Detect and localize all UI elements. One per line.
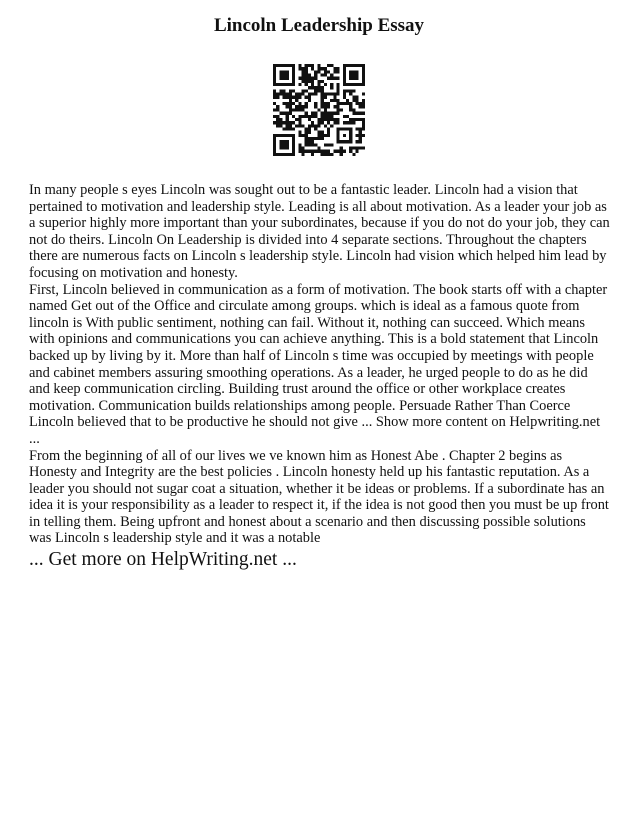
get-more-link[interactable]: ... Get more on HelpWriting.net ...: [29, 549, 297, 570]
paragraph: First, Lincoln believed in communication as a form of motivation. The book starts off with a chapter named Get out of the Office and circulate among groups. which is ideal as a famous quote from lincoln is With public sentiment, nothing can fail. Without it, nothing can succeed. Which means with opinions and communications you can achieve anything. This is a bold statement that Lincoln backed up by living by it. More than half of Lincoln s time was occupied by meetings with people and cabinet members assuring smoothing operations. As a leader, he urged people to do as he did and keep communication circling. Building trust around the office or other workplace creates motivation. Communication builds relationships among people. Persuade Rather Than Coerce Lincoln believed that to be productive he should not give ... Show more content on Helpwriting.net ...: [29, 281, 608, 447]
page-title: Lincoln Leadership Essay: [213, 15, 425, 36]
essay-body: [29, 182, 611, 547]
paragraph: From the beginning of all of our lives we ve known him as Honest Abe . Chapter 2 begins as Honesty and Integrity are the best policies . Lincoln honesty held up his fantastic reputation. As a leader you should not sugar coat a situation, whether it be ideas or problems. If a subordinate has an idea it is your responsibility as a leader to respect it, if the idea is not good then you must be up front in telling them. Being upfront and honest about a scenario and then discussing possible solutions was Lincoln s leadership style and it was a notable: [29, 447, 609, 547]
paragraph: In many people s eyes Lincoln was sought out to be a fantastic leader. Lincoln had a vision that pertained to motivation and leadership style. Leading is all about motivation. As a leader your job as a superior highly more important than your subordinates, because if you do not do your job, they can not do theirs. Lincoln On Leadership is divided into 4 separate sections. Throughout the chapters there are numerous facts on Lincoln s leadership style. Lincoln had vision which helped him lead by focusing on motivation and honesty.: [29, 182, 610, 281]
qr-code-icon: [273, 64, 365, 156]
